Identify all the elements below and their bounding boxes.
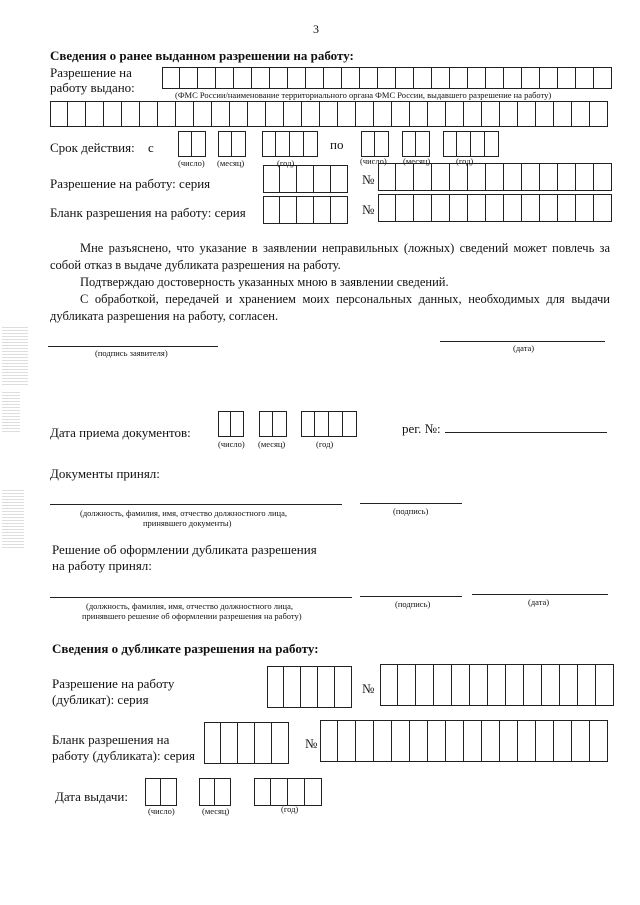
char-box[interactable] (194, 101, 212, 127)
char-box[interactable] (468, 67, 486, 89)
char-box[interactable] (204, 722, 221, 764)
char-box[interactable] (199, 778, 215, 806)
char-box[interactable] (301, 666, 318, 708)
char-box[interactable] (50, 101, 68, 127)
official-signature-caption: (подпись) (393, 506, 429, 516)
char-box[interactable] (428, 720, 446, 762)
acceptance-month-caption: (месяц) (258, 439, 286, 449)
official-caption-2: принявшего документы) (143, 518, 232, 528)
char-box[interactable] (488, 664, 506, 706)
applicant-signature-line[interactable] (48, 346, 218, 347)
char-box[interactable] (486, 194, 504, 222)
char-box[interactable] (540, 194, 558, 222)
duplicate-blank-number-sign: № (305, 736, 318, 751)
char-box[interactable] (590, 720, 608, 762)
char-box[interactable] (342, 67, 360, 89)
char-box[interactable] (338, 720, 356, 762)
char-box[interactable] (504, 67, 522, 89)
char-box[interactable] (464, 101, 482, 127)
char-box[interactable] (254, 778, 271, 806)
to-month-boxes[interactable] (402, 131, 430, 157)
issuer-boxes-row1[interactable] (162, 67, 612, 89)
char-box[interactable] (234, 67, 252, 89)
char-box[interactable] (416, 131, 430, 157)
char-box[interactable] (284, 666, 301, 708)
char-box[interactable] (594, 67, 612, 89)
official-signature-line[interactable] (360, 503, 462, 504)
prev-blank-number-boxes[interactable] (378, 194, 612, 222)
char-box[interactable] (432, 194, 450, 222)
char-box[interactable] (576, 163, 594, 191)
char-box[interactable] (145, 778, 161, 806)
char-box[interactable] (410, 720, 428, 762)
to-day-boxes[interactable] (361, 131, 389, 157)
char-box[interactable] (290, 131, 304, 157)
char-box[interactable] (215, 778, 231, 806)
issuer-caption: (ФМС России/наименование территориального органа ФМС России, выдавшего разрешение на работу) (175, 90, 552, 100)
char-box[interactable] (273, 411, 287, 437)
char-box[interactable] (500, 720, 518, 762)
char-box[interactable] (558, 163, 576, 191)
char-box[interactable] (270, 67, 288, 89)
char-box[interactable] (522, 67, 540, 89)
char-box[interactable] (428, 101, 446, 127)
char-box[interactable] (500, 101, 518, 127)
docs-received-label: Документы принял: (50, 466, 160, 481)
char-box[interactable] (360, 67, 378, 89)
char-box[interactable] (450, 163, 468, 191)
char-box[interactable] (524, 664, 542, 706)
char-box[interactable] (158, 101, 176, 127)
issue-day-boxes[interactable] (145, 778, 177, 806)
from-day-boxes[interactable] (178, 131, 206, 157)
char-box[interactable] (518, 101, 536, 127)
issue-month-caption: (месяц) (202, 806, 230, 816)
to-label: по (330, 137, 344, 152)
issued-label-2: работу выдано: (50, 80, 135, 95)
char-box[interactable] (255, 722, 272, 764)
char-box[interactable] (414, 67, 432, 89)
char-box[interactable] (218, 411, 231, 437)
char-box[interactable] (272, 722, 289, 764)
char-box[interactable] (338, 101, 356, 127)
char-box[interactable] (540, 67, 558, 89)
decision-official-line[interactable] (50, 597, 352, 598)
char-box[interactable] (315, 411, 329, 437)
to-day-caption: (число) (360, 156, 387, 166)
char-box[interactable] (432, 67, 450, 89)
char-box[interactable] (378, 67, 396, 89)
duplicate-blank-label-1: Бланк разрешения на (52, 732, 170, 747)
duplicate-number-boxes[interactable] (380, 664, 614, 706)
char-box[interactable] (396, 67, 414, 89)
char-box[interactable] (288, 778, 305, 806)
char-box[interactable] (594, 163, 612, 191)
char-box[interactable] (320, 720, 338, 762)
from-month-boxes[interactable] (218, 131, 246, 157)
char-box[interactable] (446, 101, 464, 127)
duplicate-blank-number-boxes[interactable] (320, 720, 608, 762)
char-box[interactable] (504, 194, 522, 222)
decision-signature-caption: (подпись) (395, 599, 431, 609)
char-box[interactable] (522, 163, 540, 191)
char-box[interactable] (542, 664, 560, 706)
char-box[interactable] (450, 67, 468, 89)
char-box[interactable] (482, 720, 500, 762)
char-box[interactable] (594, 194, 612, 222)
char-box[interactable] (161, 778, 177, 806)
char-box[interactable] (266, 101, 284, 127)
char-box[interactable] (314, 196, 331, 224)
to-year-caption: (год) (456, 156, 474, 166)
decision-signature-line[interactable] (360, 596, 462, 597)
char-box[interactable] (578, 664, 596, 706)
char-box[interactable] (140, 101, 158, 127)
duplicate-permit-label-2: (дубликат): серия (52, 692, 149, 707)
char-box[interactable] (271, 778, 288, 806)
char-box[interactable] (402, 131, 416, 157)
char-box[interactable] (482, 101, 500, 127)
acceptance-year-boxes[interactable] (301, 411, 357, 437)
char-box[interactable] (320, 101, 338, 127)
from-year-boxes[interactable] (262, 131, 318, 157)
char-box[interactable] (432, 163, 450, 191)
char-box[interactable] (301, 411, 315, 437)
from-label: с (148, 140, 154, 155)
from-month-caption: (месяц) (217, 158, 245, 168)
char-box[interactable] (590, 101, 608, 127)
char-box[interactable] (259, 411, 273, 437)
to-month-caption: (месяц) (403, 156, 431, 166)
char-box[interactable] (122, 101, 140, 127)
acceptance-day-boxes[interactable] (218, 411, 244, 437)
char-box[interactable] (554, 101, 572, 127)
char-box[interactable] (356, 720, 374, 762)
validity-label: Срок действия: (50, 140, 135, 155)
char-box[interactable] (335, 666, 352, 708)
prev-permit-heading: Сведения о ранее выданном разрешении на работу: (50, 48, 354, 63)
char-box[interactable] (572, 720, 590, 762)
issue-year-caption: (год) (281, 804, 299, 814)
char-box[interactable] (86, 101, 104, 127)
prev-series-label: Разрешение на работу: серия (50, 176, 211, 191)
decision-label-2: на работу принял: (52, 558, 152, 573)
issue-year-boxes[interactable] (254, 778, 322, 806)
decision-caption-1: (должность, фамилия, имя, отчество должностного лица, (86, 601, 293, 611)
char-box[interactable] (218, 131, 232, 157)
char-box[interactable] (230, 101, 248, 127)
scan-artifact (2, 392, 20, 432)
char-box[interactable] (522, 194, 540, 222)
char-box[interactable] (486, 67, 504, 89)
char-box[interactable] (392, 720, 410, 762)
char-box[interactable] (356, 101, 374, 127)
char-box[interactable] (554, 720, 572, 762)
char-box[interactable] (180, 67, 198, 89)
prev-blank-series-boxes[interactable] (263, 196, 348, 224)
prev-number-sign: № (362, 172, 375, 187)
acceptance-date-label: Дата приема документов: (50, 425, 191, 440)
char-box[interactable] (288, 67, 306, 89)
duplicate-series-boxes[interactable] (267, 666, 352, 708)
char-box[interactable] (536, 101, 554, 127)
applicant-signature-caption: (подпись заявителя) (95, 348, 168, 358)
char-box[interactable] (576, 67, 594, 89)
char-box[interactable] (329, 411, 343, 437)
char-box[interactable] (252, 67, 270, 89)
char-box[interactable] (297, 165, 314, 193)
char-box[interactable] (414, 194, 432, 222)
char-box[interactable] (263, 196, 280, 224)
char-box[interactable] (558, 194, 576, 222)
char-box[interactable] (572, 101, 590, 127)
char-box[interactable] (485, 131, 499, 157)
page-number: 3 (313, 22, 319, 36)
char-box[interactable] (392, 101, 410, 127)
issue-day-caption: (число) (148, 806, 175, 816)
char-box[interactable] (221, 722, 238, 764)
char-box[interactable] (396, 163, 414, 191)
char-box[interactable] (324, 67, 342, 89)
char-box[interactable] (486, 163, 504, 191)
char-box[interactable] (468, 194, 486, 222)
prev-blank-label: Бланк разрешения на работу: серия (50, 205, 246, 220)
applicant-date-line[interactable] (440, 341, 605, 342)
char-box[interactable] (380, 664, 398, 706)
char-box[interactable] (518, 720, 536, 762)
char-box[interactable] (504, 163, 522, 191)
official-line[interactable] (50, 504, 342, 505)
char-box[interactable] (450, 194, 468, 222)
declaration-p2: Подтверждаю достоверность указанных мною в заявлении сведений. (80, 275, 449, 289)
char-box[interactable] (297, 196, 314, 224)
prev-series-boxes[interactable] (263, 165, 348, 193)
char-box[interactable] (238, 722, 255, 764)
duplicate-number-sign: № (362, 681, 375, 696)
char-box[interactable] (314, 165, 331, 193)
char-box[interactable] (410, 101, 428, 127)
duplicate-blank-series-boxes[interactable] (204, 722, 289, 764)
char-box[interactable] (558, 67, 576, 89)
char-box[interactable] (471, 131, 485, 157)
char-box[interactable] (536, 720, 554, 762)
duplicate-permit-label-1: Разрешение на работу (52, 676, 175, 691)
char-box[interactable] (212, 101, 230, 127)
char-box[interactable] (178, 131, 192, 157)
char-box[interactable] (361, 131, 375, 157)
char-box[interactable] (176, 101, 194, 127)
char-box[interactable] (318, 666, 335, 708)
char-box[interactable] (378, 163, 396, 191)
char-box[interactable] (104, 101, 122, 127)
char-box[interactable] (68, 101, 86, 127)
char-box[interactable] (506, 664, 524, 706)
char-box[interactable] (374, 720, 392, 762)
char-box[interactable] (331, 196, 348, 224)
char-box[interactable] (443, 131, 457, 157)
char-box[interactable] (248, 101, 266, 127)
reg-number-line[interactable] (445, 432, 607, 433)
char-box[interactable] (302, 101, 320, 127)
declaration-p1: Мне разъяснено, что указание в заявлении неправильных (ложных) сведений может повлечь за собой отказ в выдаче дубликата разрешения на работу. (50, 241, 610, 272)
official-caption-1: (должность, фамилия, имя, отчество должностного лица, (80, 508, 287, 518)
prev-number-boxes[interactable] (378, 163, 612, 191)
char-box[interactable] (280, 196, 297, 224)
char-box[interactable] (262, 131, 276, 157)
issuer-boxes-row2[interactable] (50, 101, 608, 127)
char-box[interactable] (232, 131, 246, 157)
char-box[interactable] (464, 720, 482, 762)
scan-artifact (2, 325, 28, 385)
duplicate-blank-label-2: работу (дубликата): серия (52, 748, 195, 763)
char-box[interactable] (162, 67, 180, 89)
char-box[interactable] (216, 67, 234, 89)
issue-date-label: Дата выдачи: (55, 789, 129, 804)
char-box[interactable] (434, 664, 452, 706)
char-box[interactable] (452, 664, 470, 706)
decision-date-line[interactable] (472, 594, 608, 595)
char-box[interactable] (375, 131, 389, 157)
declaration-p3: С обработкой, передачей и хранением моих персональных данных, необходимых для выдачи дубликата разрешения на работу, согласен. (50, 292, 610, 323)
char-box[interactable] (198, 67, 216, 89)
char-box[interactable] (305, 778, 322, 806)
char-box[interactable] (276, 131, 290, 157)
char-box[interactable] (343, 411, 357, 437)
char-box[interactable] (416, 664, 434, 706)
char-box[interactable] (540, 163, 558, 191)
char-box[interactable] (331, 165, 348, 193)
decision-label-1: Решение об оформлении дубликата разрешения (52, 542, 317, 557)
char-box[interactable] (468, 163, 486, 191)
issue-month-boxes[interactable] (199, 778, 231, 806)
from-day-caption: (число) (178, 158, 205, 168)
duplicate-heading: Сведения о дубликате разрешения на работу: (52, 641, 319, 656)
char-box[interactable] (378, 194, 396, 222)
prev-blank-number-sign: № (362, 202, 375, 217)
char-box[interactable] (560, 664, 578, 706)
to-year-boxes[interactable] (443, 131, 499, 157)
char-box[interactable] (374, 101, 392, 127)
char-box[interactable] (457, 131, 471, 157)
char-box[interactable] (267, 666, 284, 708)
reg-label: рег. №: (402, 421, 441, 436)
char-box[interactable] (263, 165, 280, 193)
char-box[interactable] (470, 664, 488, 706)
decision-caption-2: принявшего решение об оформлении разрешения на работу) (82, 611, 302, 621)
applicant-date-caption: (дата) (513, 343, 535, 353)
acceptance-year-caption: (год) (316, 439, 334, 449)
char-box[interactable] (414, 163, 432, 191)
from-year-caption: (год) (277, 158, 295, 168)
char-box[interactable] (576, 194, 594, 222)
issued-label-1: Разрешение на (50, 65, 132, 80)
char-box[interactable] (306, 67, 324, 89)
acceptance-month-boxes[interactable] (259, 411, 287, 437)
char-box[interactable] (304, 131, 318, 157)
char-box[interactable] (596, 664, 614, 706)
char-box[interactable] (192, 131, 206, 157)
char-box[interactable] (396, 194, 414, 222)
scan-artifact (2, 488, 24, 548)
char-box[interactable] (284, 101, 302, 127)
char-box[interactable] (280, 165, 297, 193)
char-box[interactable] (398, 664, 416, 706)
char-box[interactable] (231, 411, 244, 437)
acceptance-day-caption-text: (число) (218, 439, 245, 449)
decision-date-caption: (дата) (528, 597, 550, 607)
char-box[interactable] (446, 720, 464, 762)
